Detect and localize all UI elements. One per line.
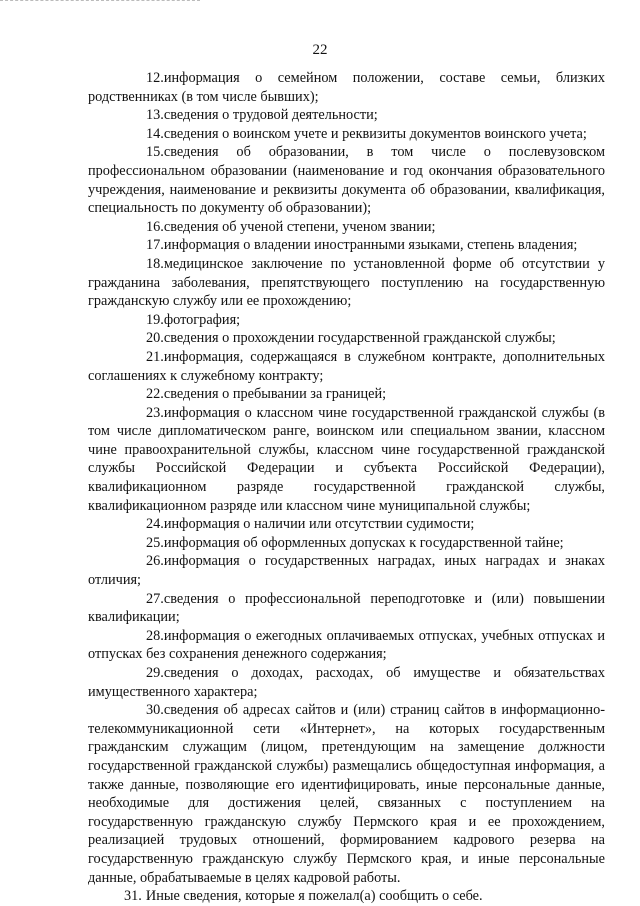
list-item-text: информация о владении иностранными языками, степень владения; xyxy=(163,237,578,254)
list-item-text: медицинское заключение по установленной форме об отсутствии у гражданина заболевания, препятствующего поступлению на государственную гражданскую службу или ее прохождению; xyxy=(88,255,605,310)
list-item-number: 30. xyxy=(146,702,164,719)
list-item-number: 16. xyxy=(146,218,164,235)
list-item-text: сведения о пребывании за границей; xyxy=(163,386,387,403)
list-item xyxy=(88,701,605,887)
list-item xyxy=(88,236,605,255)
list-item-text: Иные сведения, которые я пожелал(а) сообщить о себе. xyxy=(145,888,483,905)
list-item xyxy=(88,143,605,217)
list-item-text: сведения о доходах, расходах, об имуществе и обязательствах имущественного характера; xyxy=(88,665,605,700)
scan-edge-mark xyxy=(0,0,200,4)
list-item-number: 29. xyxy=(146,665,164,681)
page-number: 22 xyxy=(312,42,328,58)
list-item xyxy=(88,69,605,106)
list-item xyxy=(88,664,605,701)
list-item-number: 17. xyxy=(146,237,164,254)
list-item-text: фотография; xyxy=(163,311,241,328)
list-item-number: 15. xyxy=(146,144,164,161)
document-body xyxy=(88,69,605,906)
list-item-number: 25. xyxy=(146,534,164,551)
list-item xyxy=(88,627,605,664)
list-item-text: информация, содержащаяся в служебном контракте, дополнительных соглашениях к служебному контракту; xyxy=(88,348,605,384)
list-item-text: информация об оформленных допусках к государственной тайне; xyxy=(163,534,564,551)
list-item-text: сведения об ученой степени, ученом звании; xyxy=(163,218,436,235)
list-item xyxy=(88,404,605,516)
list-item-number: 21. xyxy=(146,348,164,365)
list-item-text: информация о классном чине государственной гражданской службы (в том числе дипломатическом ранге, воинском или специальном звании, классном чине правоохранительной службы, классном чине государственной гражданской службы Российской Федерации и субъекта Российской Федерации), квалификационном разряде государственной гражданской службы, квалификационном разряде или классном чине муниципальной службы; xyxy=(88,404,605,514)
list-item xyxy=(88,329,605,348)
list-item-number: 12. xyxy=(146,70,164,86)
list-item-number: 24. xyxy=(146,516,164,533)
list-item xyxy=(88,348,605,385)
list-item-number: 22. xyxy=(146,386,164,403)
list-item-number: 19. xyxy=(146,311,164,328)
list-item xyxy=(88,255,605,311)
list-item xyxy=(88,125,605,144)
list-item-number: 27. xyxy=(146,590,164,607)
list-item xyxy=(88,887,605,906)
list-item-number: 14. xyxy=(146,125,164,142)
list-item-number: 31. xyxy=(124,888,142,905)
list-item xyxy=(88,590,605,627)
list-item-text: сведения об адресах сайтов и (или) страниц сайтов в информационно-телекоммуникационной сети «Интернет», на которых государственным гражданским служащим (лицом, претендующим на замещение должности государственной гражданской службы) размещались общедоступная информация, а также данные, позволяющие его идентифицировать, иные персональные данные, необходимые для достижения целей, связанных с поступлением на государственную гражданскую службу Пермского края и ее прохождением, реализацией трудовых отношений, формированием кадрового резерва на государственную гражданскую службу Пермского края, и иные персональные данные, обрабатываемые в целях кадровой работы. xyxy=(88,702,605,886)
list-item-number: 26. xyxy=(146,553,164,570)
list-item xyxy=(88,515,605,534)
list-item-text: сведения об образовании, в том числе о послевузовском профессиональном образовании (наименование и год окончания образовательного учреждения, наименование и реквизиты документа об образовании, квалификация, специальность по документу об образовании); xyxy=(88,144,605,217)
list-item xyxy=(88,311,605,330)
list-item-text: сведения о воинском учете и реквизиты документов воинского учета; xyxy=(163,125,587,142)
list-item xyxy=(88,552,605,589)
list-item-number: 28. xyxy=(146,627,164,644)
list-item xyxy=(88,218,605,237)
list-item-text: информация о ежегодных оплачиваемых отпусках, учебных отпусках и отпусках без сохранения денежного содержания; xyxy=(88,627,605,663)
list-item-number: 18. xyxy=(146,255,164,272)
list-item-number: 13. xyxy=(146,107,164,124)
list-item-number: 20. xyxy=(146,330,164,347)
list-item-number: 23. xyxy=(146,404,164,421)
list-item xyxy=(88,534,605,553)
list-item-text: сведения о трудовой деятельности; xyxy=(163,107,378,124)
list-item xyxy=(88,106,605,125)
list-item-text: сведения о прохождении государственной гражданской службы; xyxy=(163,330,556,347)
list-item-text: информация о семейном положении, составе семьи, близких родственниках (в том числе бывших); xyxy=(88,70,605,105)
list-item-text: сведения о профессиональной переподготовке и (или) повышении квалификации; xyxy=(88,590,605,626)
list-item-text: информация о государственных наградах, иных наградах и знаках отличия; xyxy=(88,553,605,589)
list-item-text: информация о наличии или отсутствии судимости; xyxy=(163,516,475,533)
list-item xyxy=(88,385,605,404)
